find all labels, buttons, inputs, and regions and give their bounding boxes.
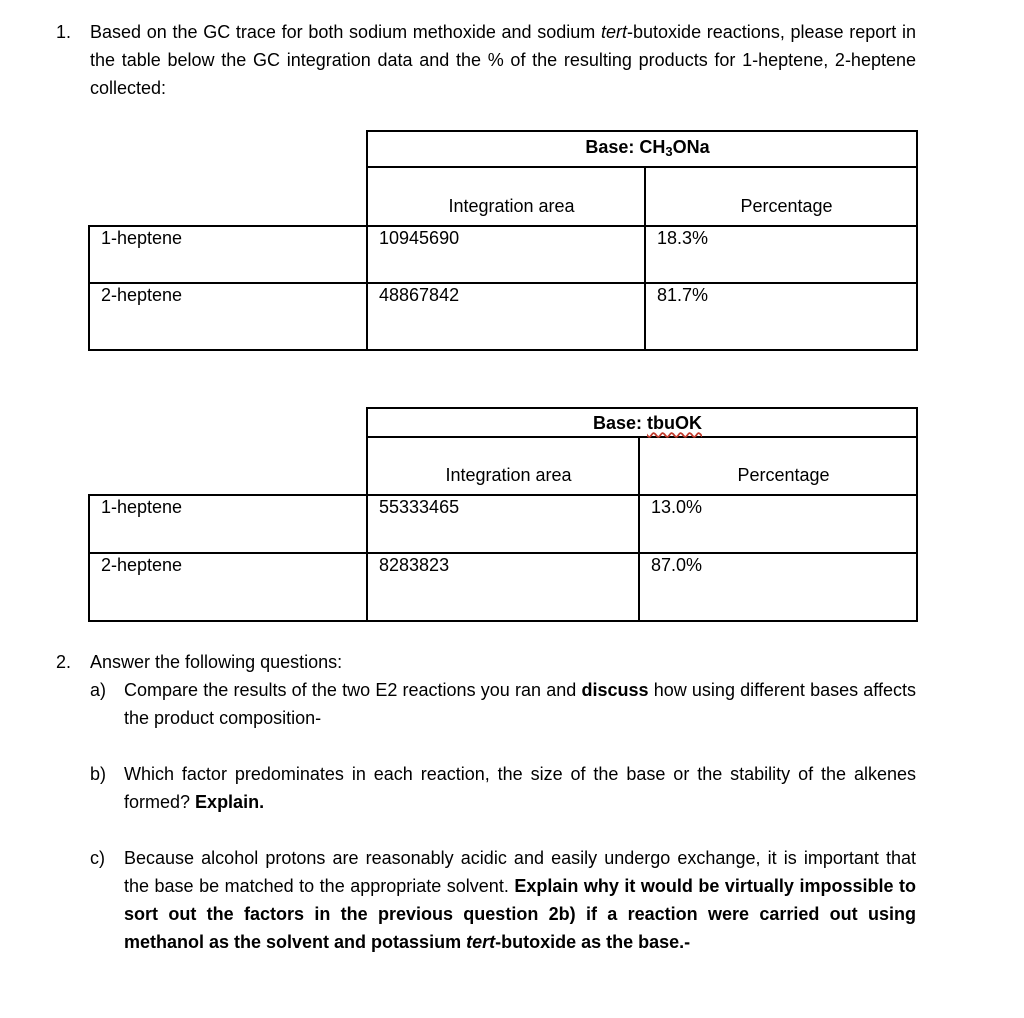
table-row	[89, 553, 917, 621]
table1-row1-compound: 1-heptene	[89, 226, 367, 283]
table1-row2-percent: 81.7%	[645, 283, 917, 350]
table-empty-cell	[89, 437, 367, 495]
table2-title-base: tbuOK	[647, 412, 703, 433]
table1-title	[367, 131, 917, 167]
question-2c-bold-italic	[466, 932, 495, 952]
table1-title-prefix: Base: CH	[585, 136, 666, 157]
table1-title-suffix: ONa	[672, 136, 710, 157]
table1-row2-area: 48867842	[367, 283, 645, 350]
question-1-text	[90, 18, 916, 102]
question-2b-text	[124, 760, 916, 816]
table1-row2-compound: 2-heptene	[89, 283, 367, 350]
question-2b-label: b)	[90, 764, 107, 784]
table1-title-sub: 3	[665, 143, 673, 159]
table1-col-percentage: Percentage	[645, 167, 917, 226]
table-row	[89, 283, 917, 350]
table2-col-integration: Integration area	[367, 437, 639, 495]
table2-row2-area: 8283823	[367, 553, 639, 621]
question-1-text-part1: Based on the GC trace for both sodium methoxide and sodium	[90, 22, 602, 42]
question-2-intro: Answer the following questions:	[90, 652, 343, 672]
table1-col-integration: Integration area	[367, 167, 645, 226]
question-2c-part1: Because alcohol protons are reasonably acidic and easily undergo exchange, it is important that the base be matched to the appropriate solvent.	[124, 848, 916, 896]
table-empty-cell	[89, 167, 367, 226]
question-2a-text	[124, 676, 916, 732]
question-2a-label: a)	[90, 680, 107, 700]
question-2c-bold: Explain why it would be virtually impossible to sort out the factors in the previous question 2b) if a reaction were carried out using methanol as the solvent and potassium	[124, 876, 916, 952]
gc-table-tbuok	[88, 407, 918, 622]
table2-row1-area: 55333465	[367, 495, 639, 553]
question-2c-text	[124, 844, 916, 956]
question-2a-bold: discuss	[581, 680, 649, 700]
question-2c-bold2: -butoxide as the base.-	[495, 932, 691, 952]
question-2c-italic: tert	[466, 932, 496, 952]
table1-row1-percent: 18.3%	[645, 226, 917, 283]
question-2a-part2: how using different bases affects the product composition-	[124, 680, 916, 728]
question-2b-part1: Which factor predominates in each reaction, the size of the base or the stability of the alkenes formed?	[124, 764, 916, 812]
table-empty-cell	[89, 408, 367, 437]
table-row	[89, 495, 917, 553]
table2-row2-compound: 2-heptene	[89, 553, 367, 621]
table2-row1-percent: 13.0%	[639, 495, 917, 553]
gc-table-ch3ona	[88, 130, 918, 351]
question-1-number: 1.	[56, 22, 72, 42]
table2-row1-compound: 1-heptene	[89, 495, 367, 553]
question-2-number: 2.	[56, 652, 72, 672]
question-1-text-part2: -butoxide reactions, please report in the table below the GC integration data and the % of the resulting products for 1-heptene, 2-heptene collected:	[90, 22, 917, 98]
question-1-italic: tert	[601, 22, 628, 42]
table-row	[89, 226, 917, 283]
table2-title-prefix: Base:	[593, 412, 648, 433]
question-2a-part1: Compare the results of the two E2 reactions you ran and	[124, 680, 582, 700]
table1-row1-area: 10945690	[367, 226, 645, 283]
question-2c-label: c)	[90, 848, 105, 868]
table2-row2-percent: 87.0%	[639, 553, 917, 621]
table2-title	[367, 408, 917, 437]
question-2b-bold: Explain.	[195, 792, 265, 812]
table-empty-cell	[89, 131, 367, 167]
table2-col-percentage: Percentage	[639, 437, 917, 495]
